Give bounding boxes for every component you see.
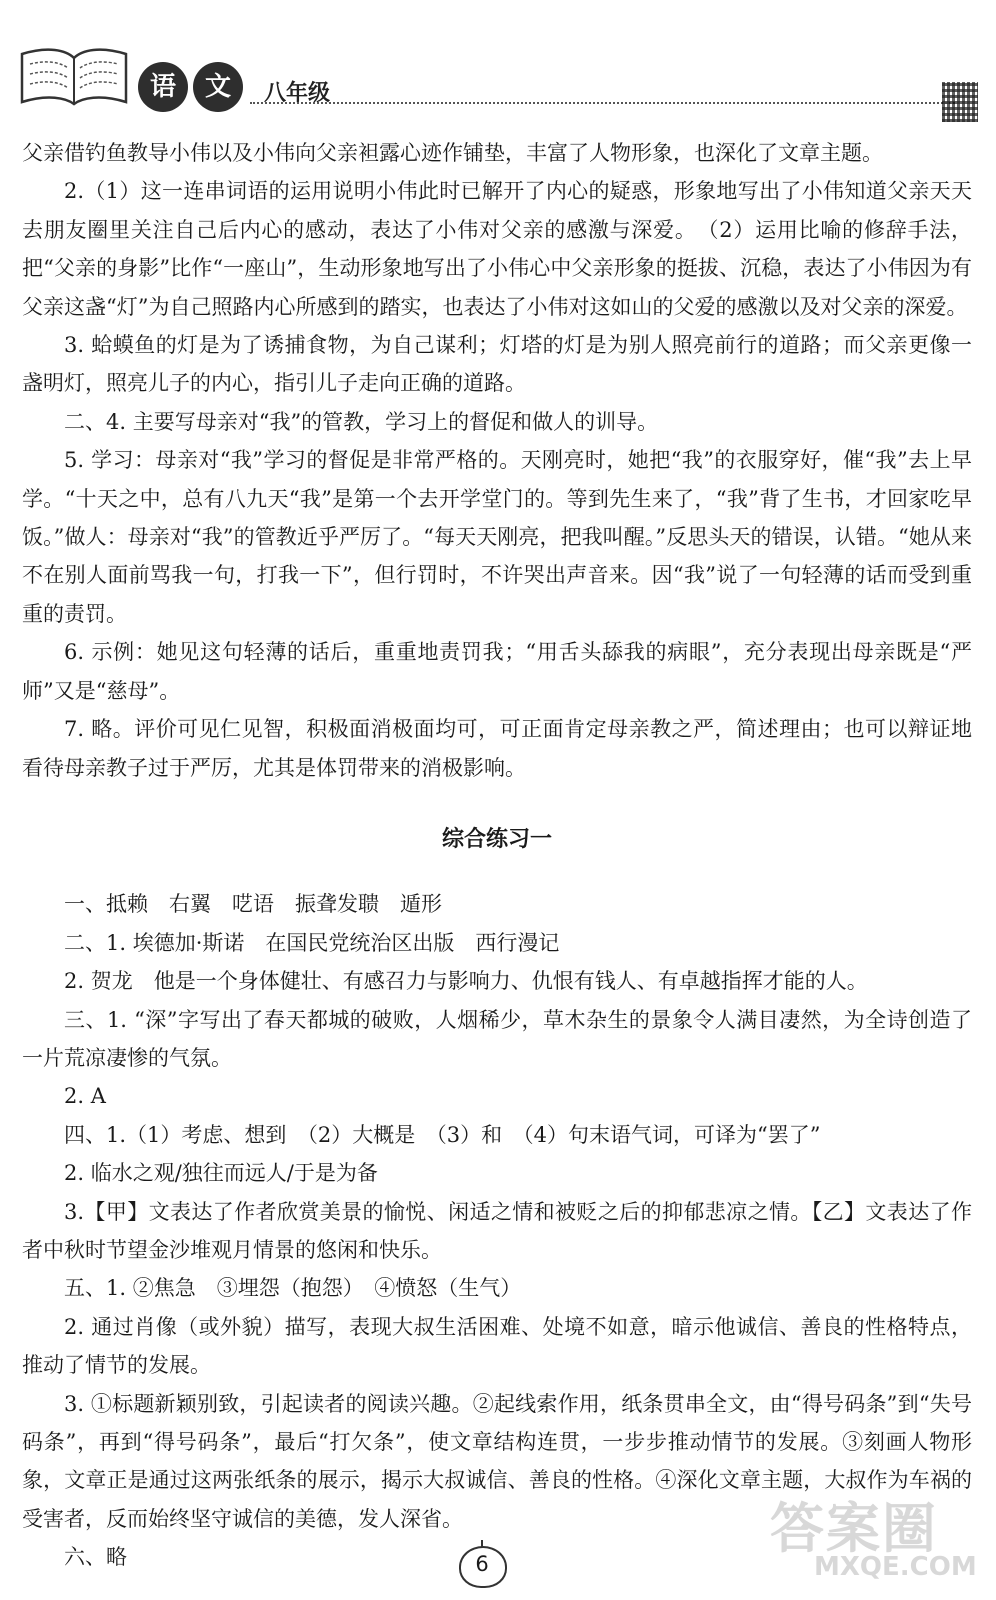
header-rule bbox=[250, 102, 955, 104]
answer-paragraph: 四、1.（1）考虑、想到 （2）大概是 （3）和 （4）句末语气词，可译为“罢了” bbox=[64, 1122, 821, 1147]
answer-paragraph: 2. 贺龙 他是一个身体健壮、有感召力与影响力、仇恨有钱人、有卓越指挥才能的人。 bbox=[64, 969, 868, 994]
answer-paragraph: 二、4. 主要写母亲对“我”的管教，学习上的督促和做人的训导。 bbox=[64, 409, 659, 434]
answer-paragraph: 六、略 bbox=[64, 1545, 127, 1570]
open-book-icon bbox=[18, 42, 130, 108]
page-number: 6 bbox=[475, 1552, 489, 1576]
answer-paragraph: 二、1. 埃德加·斯诺 在国民党统治区出版 西行漫记 bbox=[64, 930, 560, 955]
watermark bbox=[770, 1480, 980, 1590]
answer-paragraph: 父亲借钓鱼教导小伟以及小伟向父亲袒露心迹作铺垫，丰富了人物形象，也深化了文章主题。 bbox=[22, 141, 883, 165]
answer-paragraph: 一、抵赖 右翼 呓语 振聋发聩 遁形 bbox=[64, 892, 442, 917]
answer-paragraph: 2. A bbox=[64, 1084, 106, 1109]
watermark-url: MXQE.COM bbox=[814, 1552, 977, 1582]
grade-label: 八年级 bbox=[264, 81, 331, 106]
page-footer bbox=[455, 1540, 509, 1588]
page-header bbox=[0, 0, 996, 120]
answer-paragraph: 3. 蛤蟆鱼的灯是为了诱捕食物，为自己谋利；灯塔的灯是为别人照亮前行的道路；而父亲更像一盏明灯，照亮儿子的内心，指引儿子走向正确的道路。 bbox=[22, 333, 972, 396]
subject-seal-2: 文 bbox=[193, 62, 243, 112]
answer-paragraph: 3.【甲】文表达了作者欣赏美景的愉悦、闲适之情和被贬之后的抑郁悲凉之情。【乙】文表达了作者中秋时节望金沙堆观月情景的悠闲和快乐。 bbox=[22, 1199, 972, 1262]
subject-seal-1: 语 bbox=[138, 62, 188, 112]
answer-paragraph: 五、1. ②焦急 ③埋怨（抱怨） ④愤怒（生气） bbox=[64, 1276, 522, 1301]
watermark-text: 答案圈 bbox=[770, 1497, 938, 1560]
answer-paragraph: 2. 通过肖像（或外貌）描写，表现大叔生活困难、处境不如意，暗示他诚信、善良的性格特点，推动了情节的发展。 bbox=[22, 1314, 972, 1378]
qr-code-icon bbox=[942, 82, 978, 122]
answers-part-1 bbox=[22, 134, 972, 787]
answer-paragraph: 7. 略。评价可见仁见智，积极面消极面均可，可正面肯定母亲教之严，简述理由；也可以辩证地看待母亲教子过于严厉，尤其是体罚带来的消极影响。 bbox=[22, 717, 972, 780]
answers-part-2 bbox=[22, 885, 972, 1576]
answer-paragraph: 2. 临水之观/独往而远人/于是为备 bbox=[64, 1161, 378, 1186]
section-title: 综合练习一 bbox=[441, 826, 552, 852]
answer-paragraph: 三、1. “深”字写出了春天都城的破败，人烟稀少，草木杂生的景象令人满目凄然，为全诗创造了一片荒凉凄惨的气氛。 bbox=[22, 1007, 972, 1070]
answer-paragraph: 2.（1）这一连串词语的运用说明小伟此时已解开了内心的疑惑，形象地写出了小伟知道父亲天天去朋友圈里关注自己后内心的感动，表达了小伟对父亲的感激与深爱。 （2）运用比喻的修辞手法，把“父亲的身影”比作“一座山”，生动形象地写出了小伟心中父亲形象的挺拔、沉稳，表达了小伟因为有父亲这盏“灯”为自己照路内心所感到的踏实，也表达了小伟对这如山的父爱的感激以及对父亲的深爱。 bbox=[22, 179, 972, 319]
answer-paragraph: 3. ①标题新颖别致，引起读者的阅读兴趣。②起线索作用，纸条贯串全文，由“得号码条”到“失号码条”，再到“得号码条”，最后“打欠条”，使文章结构连贯，一步步推动情节的发展。③刻画人物形象，文章正是通过这两张纸条的展示，揭示大叔诚信、善良的性格。④深化文章主题，大叔作为车祸的受害者，反而始终坚守诚信的美德，发人深省。 bbox=[22, 1391, 972, 1531]
answer-paragraph: 6. 示例：她见这句轻薄的话后，重重地责罚我；“用舌头舔我的病眼”，充分表现出母亲既是“严师”又是“慈母”。 bbox=[22, 640, 972, 703]
answer-paragraph: 5. 学习：母亲对“我”学习的督促是非常严格的。天刚亮时，她把“我”的衣服穿好，催“我”去上早学。“十天之中，总有八九天“我”是第一个去开学堂门的。等到先生来了，“我”背了生书，才回家吃早饭。”做人：母亲对“我”的管教近乎严厉了。“每天天刚亮，把我叫醒。”反思头天的错误，认错。“她从来不在别人面前骂我一句，打我一下”，但行罚时，不许哭出声音来。因“我”说了一句轻薄的话而受到重重的责罚。 bbox=[22, 448, 972, 626]
answer-content bbox=[22, 134, 972, 1577]
